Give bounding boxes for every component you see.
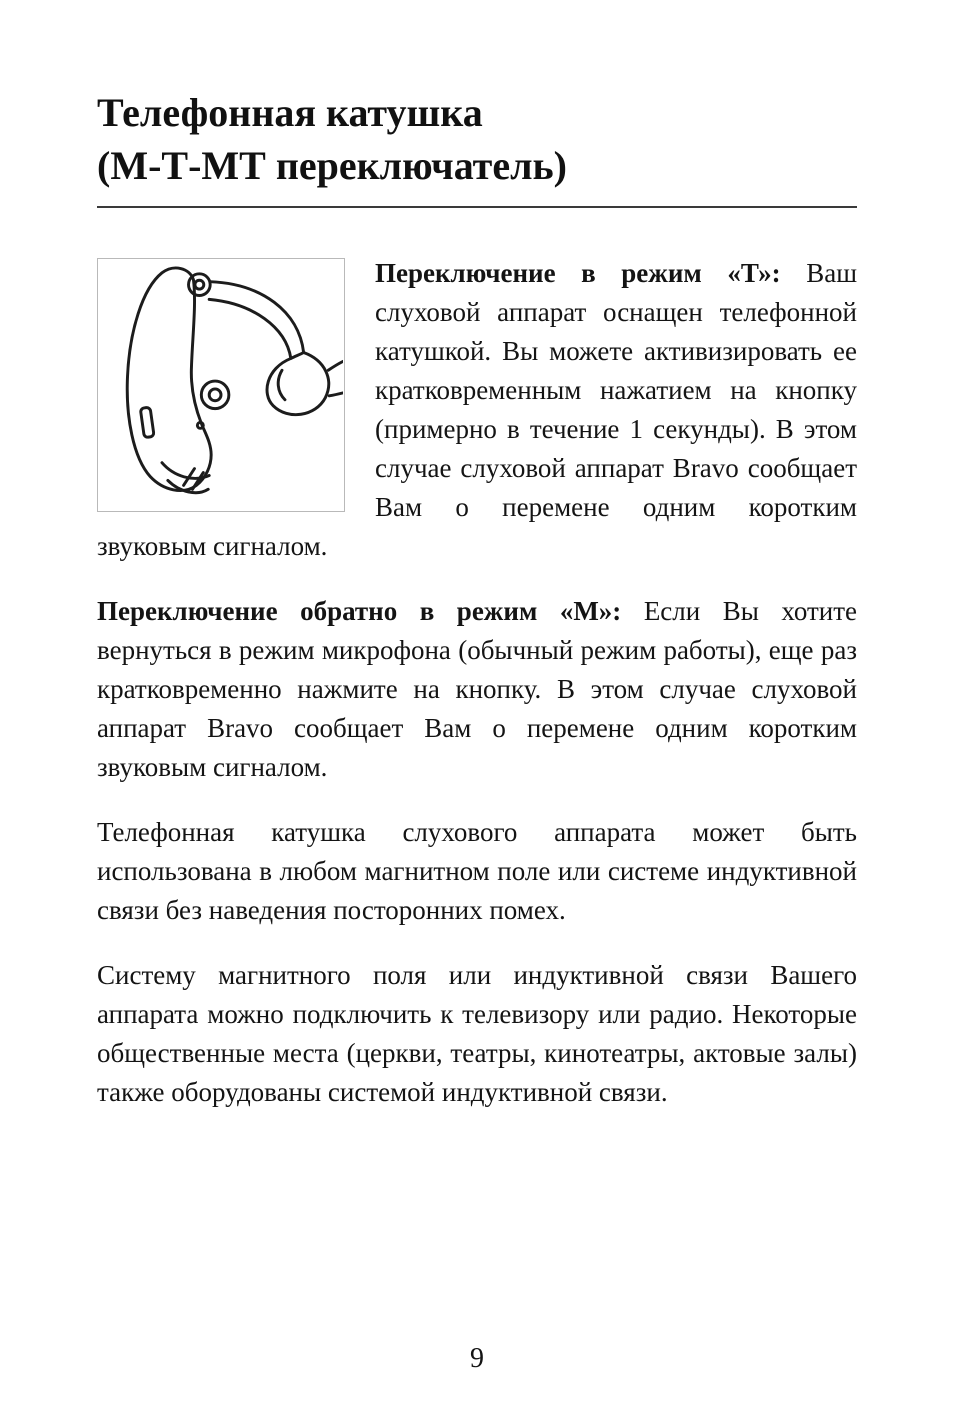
hearing-aid-figure	[97, 258, 345, 512]
paragraph-m-mode-text: Если Вы хотите вернуться в режим микрофона (обычный режим работы), еще раз кратковременно нажмите на кнопку. В этом случае слуховой аппарат Bravo сообщает Вам о перемене одним коротким звуковым сигналом.	[97, 596, 857, 782]
paragraph-m-mode-lead: Переключение обратно в режим «М»:	[97, 596, 622, 626]
page-title	[97, 86, 857, 192]
paragraph-induction-systems-text: Систему магнитного поля или индуктивной связи Вашего аппарата можно подключить к телевизору или радио. Некоторые общественные места (церкви, театры, кинотеатры, актовые залы) также оборудованы системой индуктивной связи.	[97, 960, 857, 1107]
paragraph-coil-usage	[97, 813, 857, 930]
page-content	[97, 254, 857, 1112]
title-divider	[97, 206, 857, 208]
paragraph-m-mode	[97, 592, 857, 787]
paragraph-coil-usage-text: Телефонная катушка слухового аппарата может быть использована в любом магнитном поле или системе индуктивной связи без наведения посторонних помех.	[97, 817, 857, 925]
paragraph-t-mode-text: Ваш слуховой аппарат оснащен телефонной катушкой. Вы можете активизировать ее кратковременным нажатием на кнопку (примерно в течение 1 секунды). В этом случае слуховой аппарат Bravo сообщает Вам о перемене одним коротким звуковым сигналом.	[97, 258, 857, 561]
page-title-line-1: Телефонная катушка	[97, 90, 483, 135]
hearing-aid-illustration-icon	[99, 260, 343, 510]
page-title-line-2: (М-Т-МТ переключатель)	[97, 143, 567, 188]
paragraph-t-mode-lead: Переключение в режим «Т»:	[375, 258, 781, 288]
paragraph-induction-systems	[97, 956, 857, 1112]
page-number: 9	[470, 1343, 484, 1374]
